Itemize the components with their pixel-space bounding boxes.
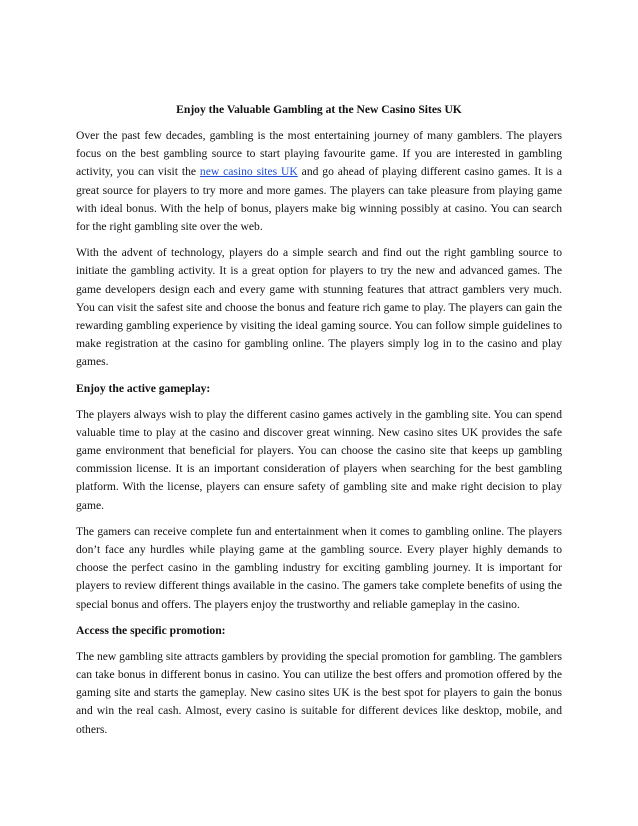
paragraph-technology: With the advent of technology, players do a simple search and find out the right gambling source to initiate the gambling activity. It is a great option for players to try the new and advanced games. The game developers design each and every game with stunning features that attract gamblers very much. You can visit the safest site and choose the bonus and feature rich game to play. The players can gain the rewarding gambling experience by visiting the ideal gaming source. You can follow simple guidelines to make registration at the casino for gambling online. The players simply log in to the casino and play games. <box>76 246 562 369</box>
paragraph-promotion: The new gambling site attracts gamblers by providing the special promotion for gambling. The gamblers can take bonus in different bonus in casino. You can utilize the best offers and promotion offered by the gaming site and starts the gameplay. New casino sites UK is the best spot for players to gain the bonus and win the real cash. Almost, every casino is suitable for different devices like desktop, mobile, and others. <box>76 649 562 736</box>
paragraph-entertainment: The gamers can receive complete fun and entertainment when it comes to gambling online. The players don’t face any hurdles while playing game at the gambling source. Every player highly demands to choose the perfect casino in the gambling industry for exciting gambling journey. It is important for players to review different things available in the casino. The gamers take complete benefits of using the special bonus and offers. The players enjoy the trustworthy and reliable gameplay in the casino. <box>76 524 562 611</box>
paragraph-intro-text-after: and go ahead of playing different casino games. It is a great source for players to try more and more games. The players can take pleasure from playing game with ideal bonus. With the help of bonus, players make big winning possibly at casino. You can search for the right gambling site over the web. <box>76 165 562 234</box>
paragraph-active-gameplay: The players always wish to play the different casino games actively in the gambling site. You can spend valuable time to play at the casino and discover great winning. New casino sites UK provides the safe game environment that beneficial for players. You can choose the casino site that keeps up gambling commission license. It is an important consideration of players when searching for the best gambling platform. With the license, players can ensure safety of gambling site and make right decision to play game. <box>76 407 562 512</box>
document-title: Enjoy the Valuable Gambling at the New Casino Sites UK <box>176 103 462 116</box>
heading-active-gameplay: Enjoy the active gameplay: <box>76 381 211 395</box>
new-casino-sites-link[interactable]: new casino sites UK <box>199 165 298 179</box>
paragraph-intro-text-before: Over the past few decades, gambling is the most entertaining journey of many gamblers. The players focus on the best gambling source to start playing favourite game. If you are interested in gambling activity, you can visit the <box>76 129 562 179</box>
paragraph-intro <box>76 127 562 236</box>
heading-specific-promotion: Access the specific promotion: <box>76 623 226 637</box>
document-page <box>76 101 562 747</box>
